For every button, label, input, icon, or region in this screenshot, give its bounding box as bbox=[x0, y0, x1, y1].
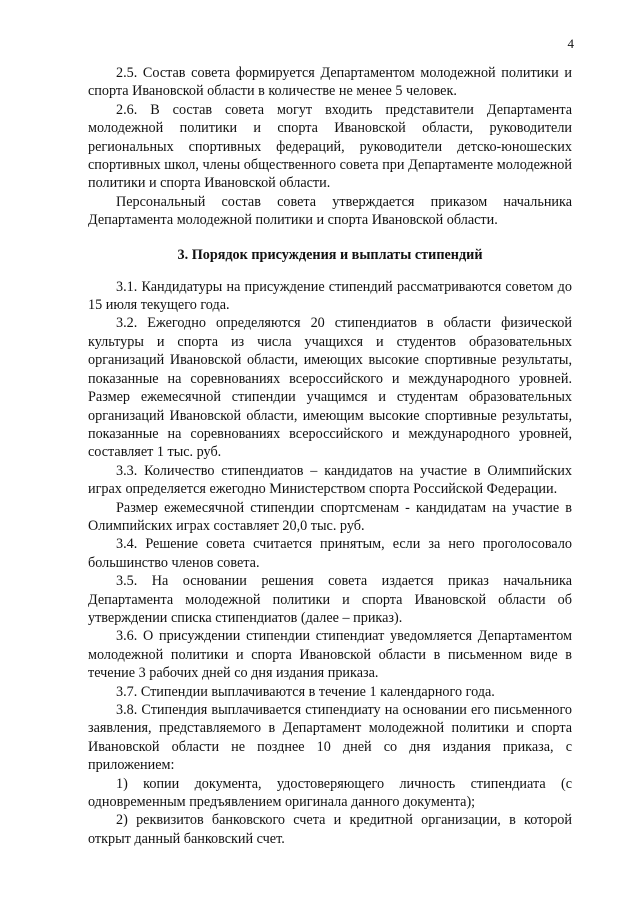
page-number: 4 bbox=[567, 36, 574, 51]
paragraph-3-5: 3.5. На основании решения совета издается приказ начальника Департамента молодежной политики и спорта Ивановской области об утверждении списка стипендиатов (далее – приказ). bbox=[88, 573, 572, 626]
paragraph-2-6: 2.6. В состав совета могут входить представители Департамента молодежной политики и спорта Ивановской области, руководители региональных спортивных федераций, руководители детско-юношеских спортивных школ, члены общественного совета при Департаменте молодежной политики и спорта Ивановской области. bbox=[88, 101, 572, 192]
paragraph-3-7: 3.7. Стипендии выплачиваются в течение 1 календарного года. bbox=[116, 683, 495, 700]
paragraph-3-8: 3.8. Стипендия выплачивается стипендиату на основании его письменного заявления, представляемого в Департамент молодежной политики и спорта Ивановской области не позднее 10 дней со дня издания приказа, с приложением: bbox=[88, 702, 572, 774]
paragraph-3-1: 3.1. Кандидатуры на присуждение стипендий рассматриваются советом до 15 июля текущего года. bbox=[88, 278, 572, 314]
paragraph-3-3: 3.3. Количество стипендиатов – кандидатов на участие в Олимпийских играх определяется ежегодно Министерством спорта Российской Федерации. bbox=[88, 462, 572, 498]
list-item-2: 2) реквизитов банковского счета и кредитной организации, в которой открыт данный банковский счет. bbox=[88, 812, 572, 847]
section-title: 3. Порядок присуждения и выплаты стипендий bbox=[177, 246, 483, 263]
list-item-1: 1) копии документа, удостоверяющего личность стипендиата (с одновременным предъявлением оригинала данного документа); bbox=[88, 775, 572, 811]
paragraph-personal-composition: Персональный состав совета утверждается приказом начальника Департамента молодежной политики и спорта Ивановской области. bbox=[88, 193, 572, 229]
paragraph-3-2: 3.2. Ежегодно определяются 20 стипендиатов в области физической культуры и спорта из числа учащихся и студентов образовательных организаций Ивановской области, имеющих высокие спортивные результаты, показанные на соревнованиях всероссийского и международного уровней. Размер ежемесячной стипендии учащимся и студентам образовательных организаций Ивановской области, имеющим высокие спортивные результаты, показанные на соревнованиях всероссийского и международного уровней, составляет 1 тыс. руб. bbox=[88, 315, 572, 461]
paragraph-stipend-amount: Размер ежемесячной стипендии спортсменам - кандидатам на участие в Олимпийских играх составляет 20,0 тыс. руб. bbox=[88, 499, 572, 534]
paragraph-3-4: 3.4. Решение совета считается принятым, если за него проголосовало большинство членов совета. bbox=[88, 536, 572, 571]
paragraph-2-5: 2.5. Состав совета формируется Департаментом молодежной политики и спорта Ивановской области в количестве не менее 5 человек. bbox=[88, 65, 572, 100]
document-body bbox=[88, 64, 572, 848]
paragraph-3-6: 3.6. О присуждении стипендии стипендиат уведомляется Департаментом молодежной политики и спорта Ивановской области в письменном виде в течение 3 рабочих дней со дня издания приказа. bbox=[88, 628, 572, 682]
